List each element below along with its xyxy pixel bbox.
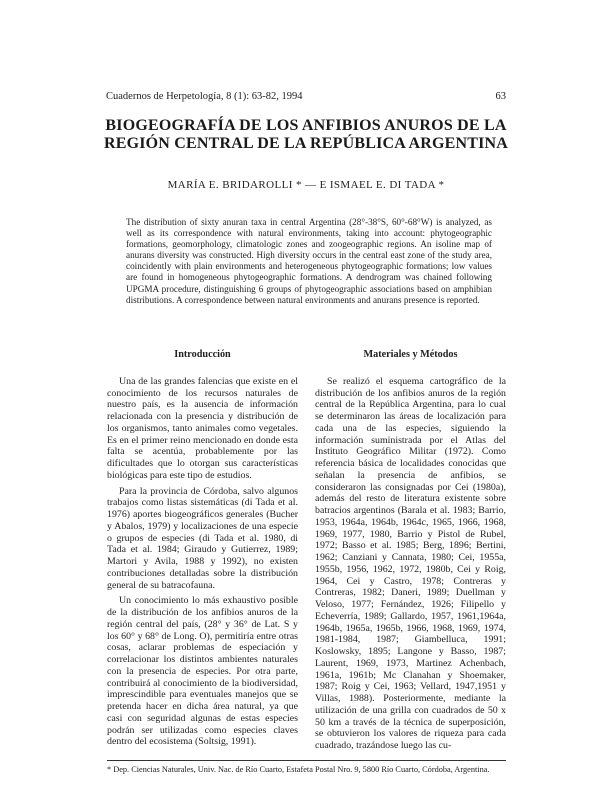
- left-column: [107, 349, 298, 752]
- section-heading-introduccion: Introducción: [174, 349, 231, 360]
- running-header: [106, 91, 506, 102]
- journal-citation: Cuadernos de Herpetología, 8 (1): 63-82, 1994: [106, 91, 303, 102]
- section-heading-materiales: Materiales y Métodos: [363, 349, 458, 360]
- paragraph: Una de las grandes falencias que existe en el conocimiento de los recursos naturales de nuestro país, es la ausencia de información relacionada con la presencia y distribución de los organismos, tanto animales como vegetales. Es en el primer reino mencionado en donde esta falta se acentúa, probablemente por las dificultades que lo otorgan sus características biológicas para este tipo de estudios.: [107, 375, 298, 481]
- page-number: 63: [495, 91, 506, 102]
- paragraph: Se realizó el esquema cartográfico de la distribución de los anfibios anuros de la región central de la República Argentina, para lo cual se determinaron las áreas de localización para cada una de las especies, siguiendo la información suministrada por el Atlas del Instituto Geográfico Militar (1972). Como referencia básica de localidades conocidas que señalan la presencia de anfibios, se consideraron las consignadas por Cei (1980a), además del resto de literatura existente sobre batracios argentinos (Barala et al. 1983; Barrio, 1953, 1964a, 1964b, 1964c, 1965, 1966, 1968, 1969, 1977, 1980, Barrio y Pistol de Rubel, 1972; Basso et al. 1985; Berg, 1896; Bertini, 1962; Canziani y Cannata, 1980; Cei, 1955a, 1955b, 1956, 1962, 1972, 1980b, Cei y Roig, 1964, Cei y Castro, 1978; Contreras y Contreras, 1982; Daneri, 1989; Duellman y Veloso, 1977; Fernández, 1926; Filipello y Echeverría, 1989; Gallardo, 1957, 1961,1964a, 1964b, 1965a, 1965b, 1966, 1968, 1969, 1974, 1981-1984, 1987; Giambelluca, 1991; Koslowsky, 1895; Langone y Basso, 1987; Laurent, 1969, 1973, Martinez Achenbach, 1961a, 1961b; Mc Clanahan y Shoemaker, 1987; Roig y Cei, 1963; Vellard, 1947,1951 y Villas, 1988). Posteriormente, mediante la utilización de una grilla con cuadrados de 50 x 50 km a través de la técnica de superposición, se obtuvieron los valores de riqueza para cada cuadrado, trazándose luego las cu-: [315, 375, 506, 751]
- footnote-divider: [107, 760, 506, 761]
- footnote: * Dep. Ciencias Naturales, Univ. Nac. de Río Cuarto, Estafeta Postal Nro. 9, 5800 Río Cuarto, Córdoba, Argentina.: [107, 765, 490, 774]
- author-list: MARÍA E. BRIDAROLLI * — E ISMAEL E. DI TADA *: [167, 179, 445, 191]
- paragraph: Un conocimiento lo más exhaustivo posible de la distribución de los anfibios anuros de la región central del país, (28° y 36° de Lat. S y los 60° y 68° de Long. O), permitiría entre otras cosas, aclarar problemas de especiación y correlacionar los distintos ambientes naturales con la presencia de especies. Por otra parte, contribuirá al conocimiento de la biodiversidad, imprescindible para eventuales manejos que se pretenda hacer en dicha área natural, ya que casi con seguridad algunas de estas especies podrán ser utilizadas como especies claves dentro del ecosistema (Soltsig, 1991).: [107, 595, 298, 748]
- right-column: [315, 349, 506, 756]
- article-title: [60, 117, 552, 153]
- abstract: The distribution of sixty anuran taxa in central Argentina (28°-38°S, 60°-68°W) is analyzed, as well as its correspondence with natural environments, taking into account: phytogeographic formations, geomorphology, climatologic zones and zoogeographic regions. An isoline map of anurans diversity was constructed. High diversity occurs in the central east zone of the study area, coincidently with plain environments and heterogeneous phytogeographic formations; low values are found in homogeneous phytogeographic formations. A dendrogram was chained following UPGMA procedure, distinguishing 6 groups of phytogeographic associations based on amphibian distributions. A correspondence between natural environments and anurans presence is reported.: [126, 217, 492, 305]
- paragraph: Para la provincia de Córdoba, salvo algunos trabajos como listas sistemáticas (di Tada et al. 1976) aportes biogeográficos generales (Bucher y Abalos, 1979) y localizaciones de una especie o grupos de especies (di Tada et al. 1980, di Tada et al. 1984; Giraudo y Gutierrez, 1989; Martori y Avila, 1988 y 1992), no existen contribuciones detalladas sobre la distribución general de su batracofauna.: [107, 485, 298, 591]
- title-line-2: REGIÓN CENTRAL DE LA REPÚBLICA ARGENTINA: [103, 135, 509, 152]
- title-line-1: BIOGEOGRAFÍA DE LOS ANFIBIOS ANUROS DE LA: [105, 117, 507, 134]
